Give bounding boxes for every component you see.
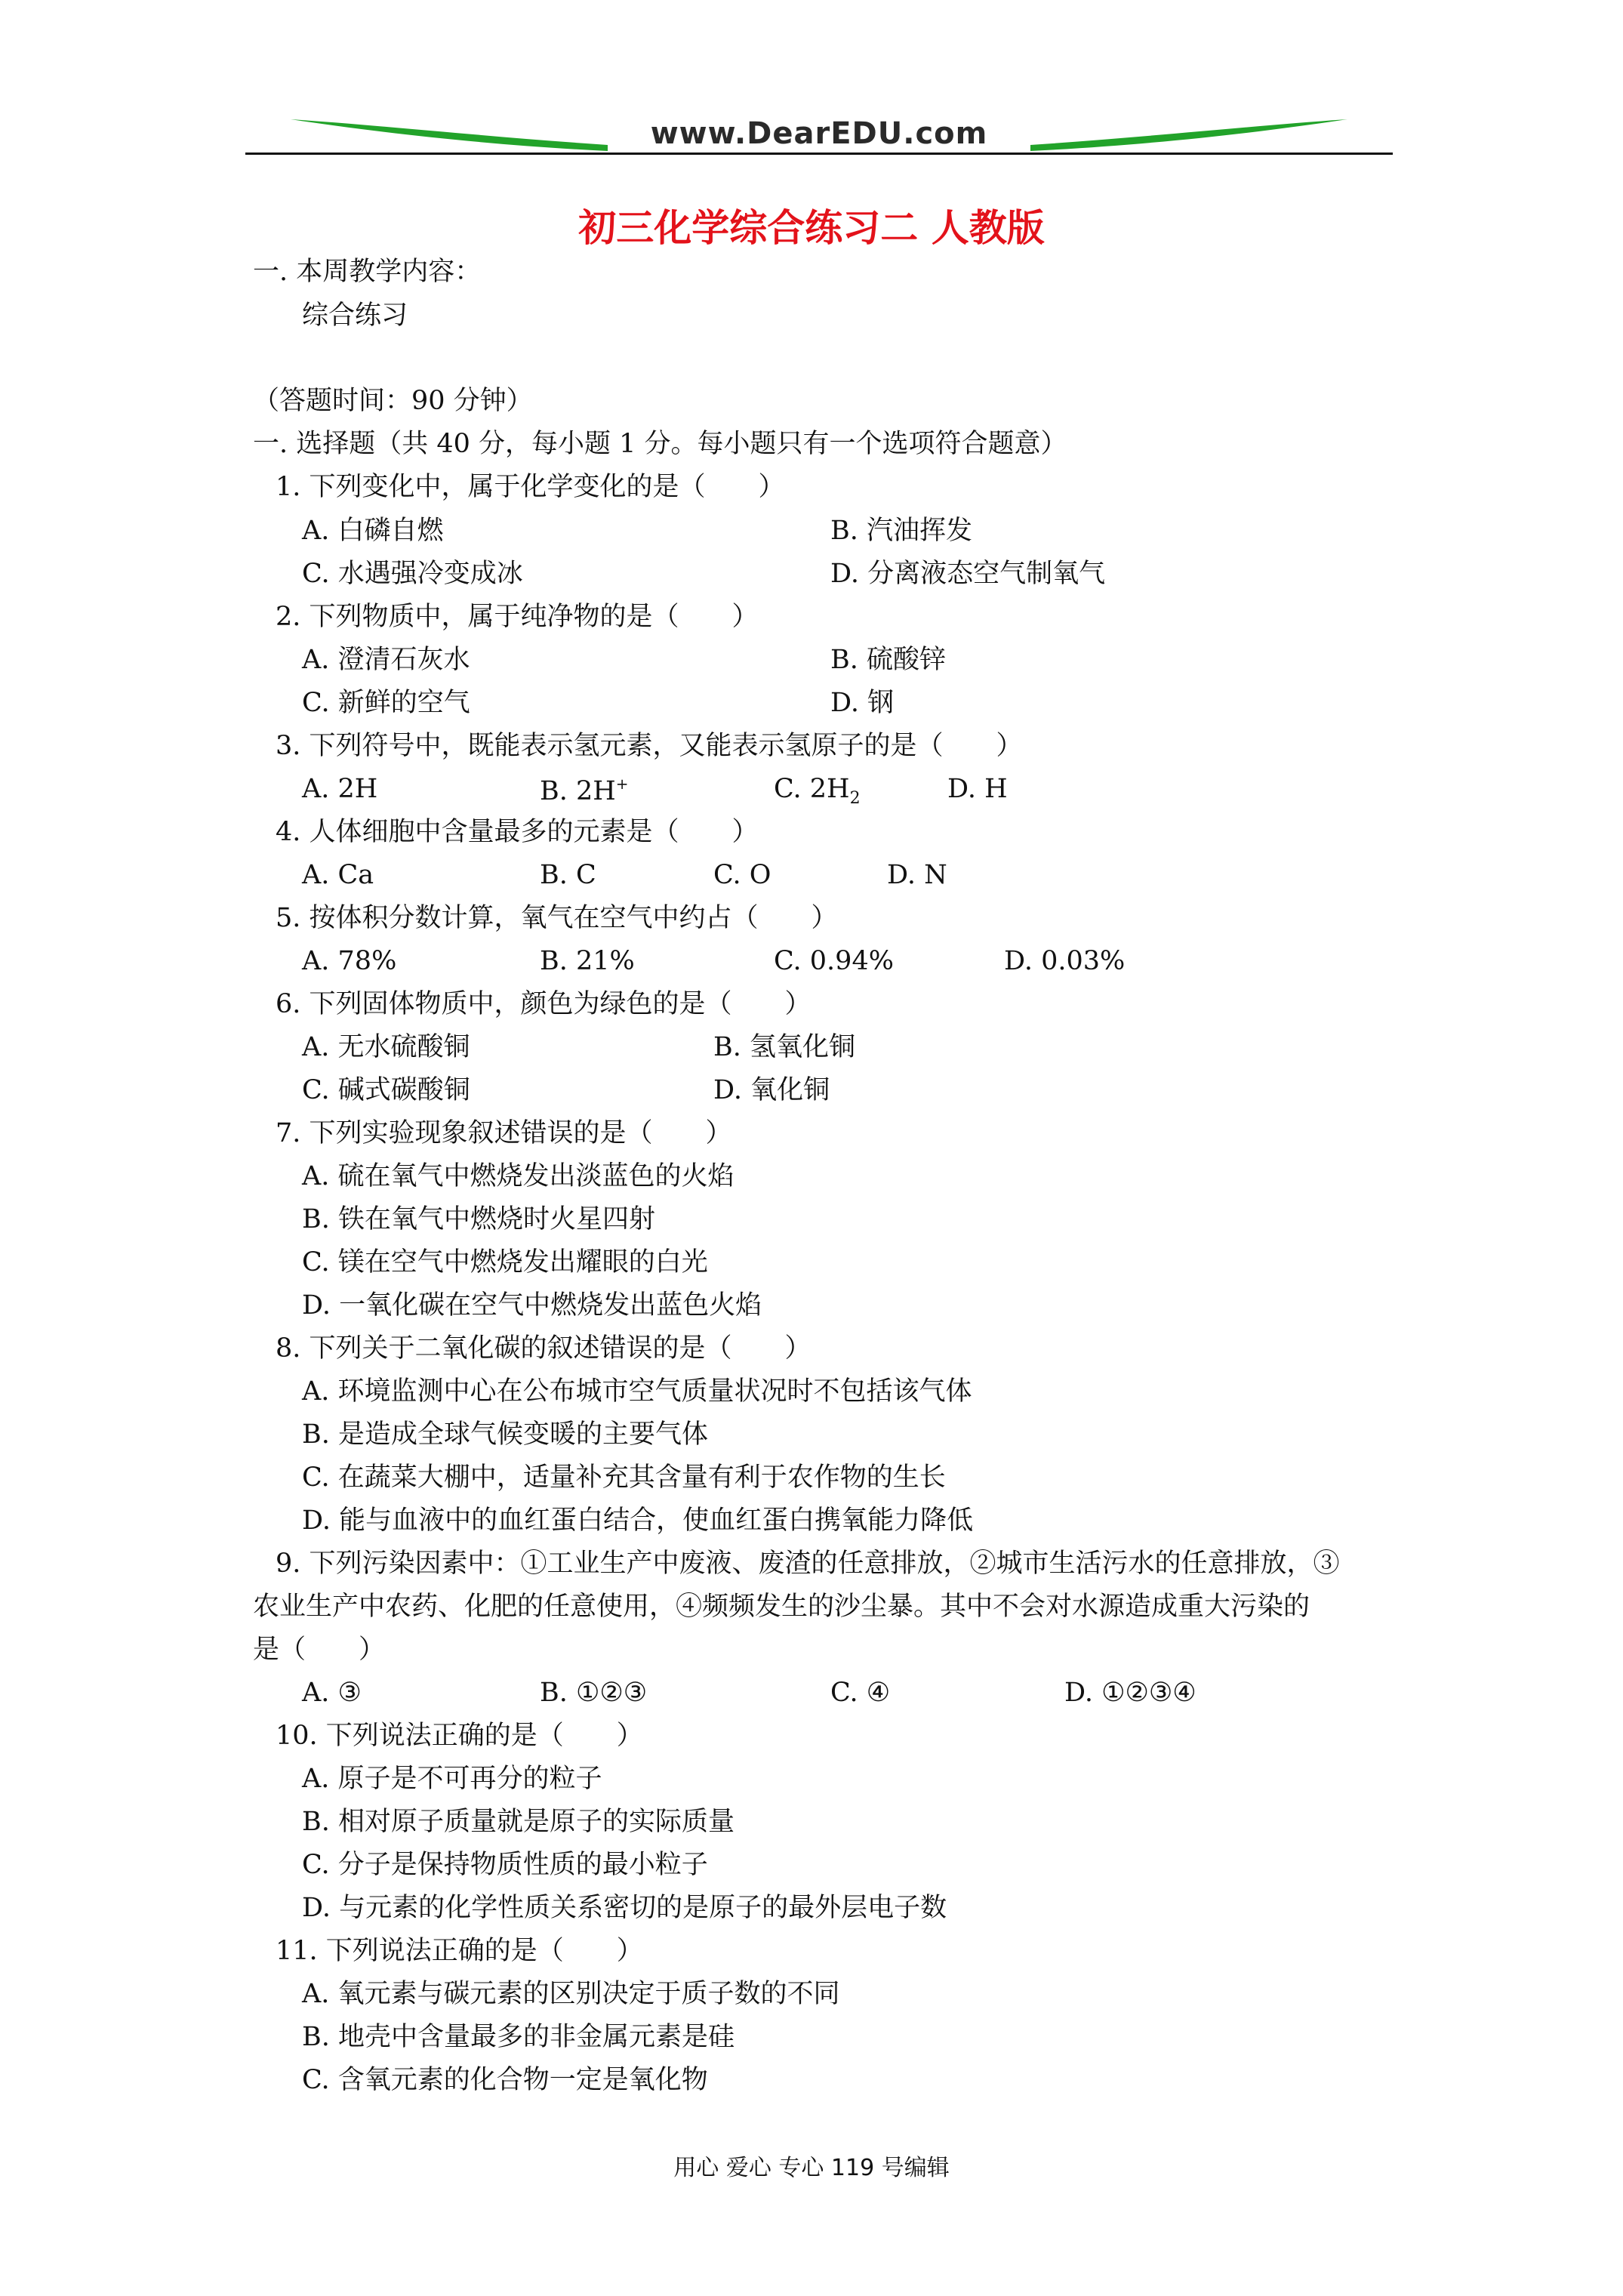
q1-option-c: C. 水遇强冷变成冰	[302, 559, 523, 589]
q9-stem-line3: 是（ ）	[253, 1635, 386, 1665]
q9-option-b: B. ①②③	[540, 1678, 648, 1708]
q9-option-a: A. ③	[302, 1678, 362, 1708]
q5-option-a: A. 78%	[302, 946, 397, 976]
intro-heading: 一. 本周教学内容：	[253, 257, 482, 287]
q10-stem: 10. 下列说法正确的是（ ）	[276, 1721, 643, 1751]
q1-option-a: A. 白磷自燃	[302, 516, 444, 546]
q6-option-c: C. 碱式碳酸铜	[302, 1075, 470, 1105]
page-title: 初三化学综合练习二 人教版	[578, 206, 1045, 250]
q7-option-a: A. 硫在氧气中燃烧发出淡蓝色的火焰	[302, 1161, 735, 1191]
site-logo-text: www.DearEDU.com	[650, 116, 988, 151]
q1-option-b: B. 汽油挥发	[830, 516, 972, 546]
q3-option-b: B. 2H+	[540, 775, 629, 806]
q2-option-c: C. 新鲜的空气	[302, 688, 470, 718]
q2-option-a: A. 澄清石灰水	[302, 645, 470, 675]
q3-option-d: D. H	[947, 774, 1008, 804]
q2-stem: 2. 下列物质中，属于纯净物的是（ ）	[276, 602, 759, 632]
q7-stem: 7. 下列实验现象叙述错误的是（ ）	[276, 1118, 732, 1148]
q7-option-b: B. 铁在氧气中燃烧时火星四射	[302, 1204, 655, 1234]
q11-stem: 11. 下列说法正确的是（ ）	[276, 1936, 643, 1966]
q7-option-d: D. 一氧化碳在空气中燃烧发出蓝色火焰	[302, 1290, 762, 1321]
q6-option-a: A. 无水硫酸铜	[302, 1032, 470, 1062]
time-note: （答题时间：90 分钟）	[253, 386, 533, 416]
q9-stem-line1: 9. 下列污染因素中：①工业生产中废液、废渣的任意排放，②城市生活污水的任意排放，③	[276, 1549, 1340, 1579]
q3-option-a: A. 2H	[302, 774, 378, 804]
q8-stem: 8. 下列关于二氧化碳的叙述错误的是（ ）	[276, 1333, 812, 1364]
q1-stem: 1. 下列变化中，属于化学变化的是（ ）	[276, 472, 785, 502]
header-rule	[245, 153, 1393, 155]
q2-option-d: D. 钢	[830, 688, 895, 718]
q5-stem: 5. 按体积分数计算，氧气在空气中约占（ ）	[276, 903, 838, 933]
q4-stem: 4. 人体细胞中含量最多的元素是（ ）	[276, 817, 759, 847]
q1-option-d: D. 分离液态空气制氧气	[830, 559, 1106, 589]
q10-option-a: A. 原子是不可再分的粒子	[302, 1764, 602, 1794]
q4-option-d: D. N	[887, 860, 947, 890]
q11-option-a: A. 氧元素与碳元素的区别决定于质子数的不同	[302, 1979, 840, 2009]
q5-option-b: B. 21%	[540, 946, 635, 976]
q4-option-a: A. Ca	[302, 860, 374, 890]
q9-stem-line2: 农业生产中农药、化肥的任意使用，④频频发生的沙尘暴。其中不会对水源造成重大污染的	[253, 1592, 1310, 1622]
q6-stem: 6. 下列固体物质中，颜色为绿色的是（ ）	[276, 989, 812, 1019]
q10-option-b: B. 相对原子质量就是原子的实际质量	[302, 1807, 735, 1837]
q8-option-a: A. 环境监测中心在公布城市空气质量状况时不包括该气体	[302, 1376, 972, 1407]
q3-option-c: C. $2H_2$	[774, 774, 861, 808]
q10-option-d: D. 与元素的化学性质关系密切的是原子的最外层电子数	[302, 1893, 947, 1923]
q11-option-c: C. 含氧元素的化合物一定是氧化物	[302, 2065, 708, 2095]
q4-option-c: C. O	[713, 860, 771, 890]
q2-option-b: B. 硫酸锌	[830, 645, 946, 675]
q5-option-c: C. 0.94%	[774, 946, 894, 976]
q9-option-c: C. ④	[830, 1678, 891, 1708]
q9-option-d: D. ①②③④	[1064, 1678, 1196, 1708]
q11-option-b: B. 地壳中含量最多的非金属元素是硅	[302, 2022, 735, 2052]
intro-content: 综合练习	[302, 300, 408, 331]
q10-option-c: C. 分子是保持物质性质的最小粒子	[302, 1850, 708, 1880]
q8-option-d: D. 能与血液中的血红蛋白结合，使血红蛋白携氧能力降低	[302, 1505, 974, 1536]
q5-option-d: D. 0.03%	[1004, 946, 1126, 976]
header-banner	[245, 113, 1393, 159]
q8-option-b: B. 是造成全球气候变暖的主要气体	[302, 1419, 708, 1450]
q4-option-b: B. C	[540, 860, 596, 890]
q6-option-b: B. 氢氧化铜	[713, 1032, 855, 1062]
page-footer: 用心 爱心 专心 119 号编辑	[673, 2155, 950, 2181]
q3-stem: 3. 下列符号中，既能表示氢元素，又能表示氢原子的是（ ）	[276, 731, 1023, 761]
q6-option-d: D. 氧化铜	[713, 1075, 830, 1105]
q7-option-c: C. 镁在空气中燃烧发出耀眼的白光	[302, 1247, 708, 1277]
section-heading: 一. 选择题（共 40 分，每小题 1 分。每小题只有一个选项符合题意）	[253, 429, 1067, 459]
q8-option-c: C. 在蔬菜大棚中，适量补充其含量有利于农作物的生长	[302, 1462, 946, 1493]
